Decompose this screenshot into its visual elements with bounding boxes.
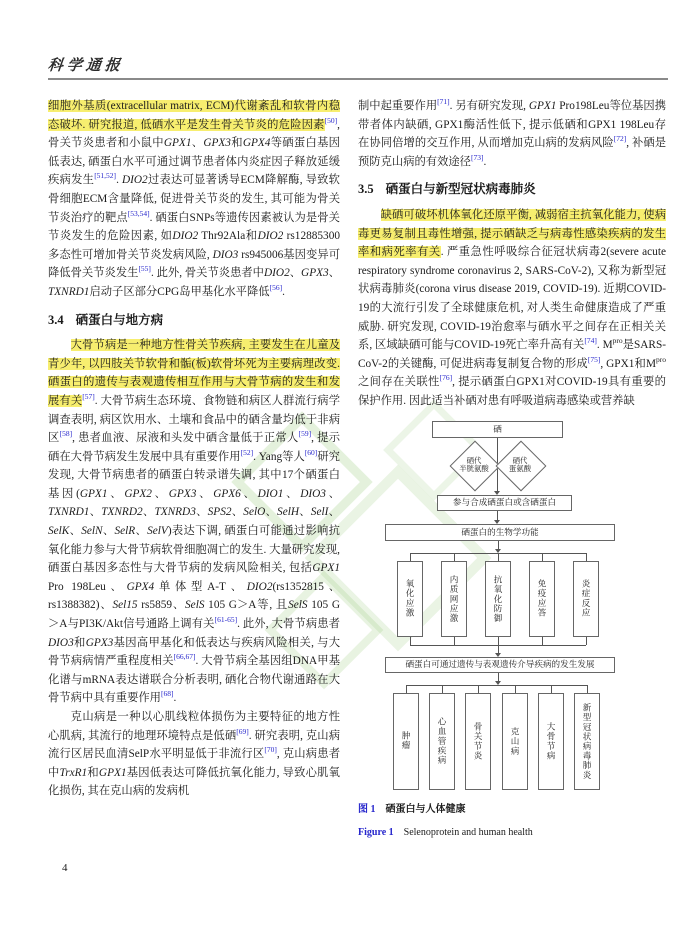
text-segment: SelI <box>310 506 329 519</box>
flow-connector <box>498 541 499 549</box>
text-segment: . <box>282 285 285 298</box>
text-segment: . <box>483 155 487 168</box>
text-segment: , 提示硒蛋白GPX1对COVID-19具有重要的保护作用. 因此适当补硒对患有呼吸道病毒感染或营养缺 <box>358 376 666 407</box>
text-segment: 、 <box>196 487 214 500</box>
journal-logo: 科学通报 <box>47 58 125 74</box>
node-biological-function: 硒蛋白的生物学功能 <box>385 524 615 541</box>
node-function: 内质网应激 <box>441 561 467 637</box>
flow-connector <box>406 685 587 686</box>
node-disease: 克山病 <box>502 693 528 790</box>
reference-marker: [53,54] <box>127 208 150 218</box>
text-segment: GPX4 <box>126 580 155 593</box>
figure-caption-cn <box>358 803 666 817</box>
text-segment: SelH <box>277 506 300 519</box>
flow-connector <box>498 553 499 561</box>
node-function: 氧化应激 <box>397 561 423 637</box>
left-column <box>48 97 340 801</box>
text-segment: 和 <box>73 636 86 649</box>
text-segment: 、 <box>283 487 301 500</box>
text-segment: , 克山病患者中 <box>48 748 340 779</box>
node-disease: 骨关节炎 <box>465 693 491 790</box>
text-segment: . 硒蛋白SNPs等遗传因素被认为是骨关节炎发生的危险因素, 如 <box>48 211 340 243</box>
node-selenocysteine-label: 硒代 半胱氨酸 <box>459 455 489 474</box>
text-segment: 、 <box>299 506 311 519</box>
text-segment: (rs1352815、rs1388382)、 <box>48 580 340 612</box>
text-segment: GPX1 <box>98 766 127 779</box>
text-segment: 基因高甲基化和低表达与疾病风险相关, 与大骨节病病情严重程度相关 <box>48 636 340 668</box>
paragraph <box>358 97 666 171</box>
text-segment: SelV <box>147 525 168 538</box>
text-segment: SelR <box>114 525 136 538</box>
text-segment: . <box>116 174 122 187</box>
text-segment: . 研究表明, 克山病流行区居民血清SelP水平明显低于非流行区 <box>48 729 340 761</box>
text-segment: Pro198Leu等位基因携带者体内缺硒, GPX1酶活性低下, 提示低硒和GPX1 198Leu存在协同倍增的交互作用, 从而增加克山病的发病风险 <box>358 100 666 150</box>
node-disease: 肿瘤 <box>393 693 419 790</box>
text-segment: . <box>173 692 177 705</box>
text-segment: DIO2 <box>121 174 148 187</box>
text-segment: 、 <box>142 506 155 519</box>
text-segment: 105 G＞A与PI3K/Akt信号通路上调有关 <box>48 599 340 631</box>
text-segment: GPX4 <box>242 137 271 150</box>
flow-connector <box>586 553 587 561</box>
text-segment: 和 <box>230 137 243 150</box>
text-segment: 单体型A-T、 <box>154 580 247 593</box>
text-segment: GPX1 <box>79 487 108 500</box>
reference-marker: [71] <box>437 97 450 107</box>
section-number: 3.4 <box>48 312 64 327</box>
reference-marker: [75] <box>587 354 601 364</box>
text-segment: 细胞外基质(extracellular matrix, ECM)代谢紊乱和软骨内稳态破坏. 研究报道, 低硒水平是发生骨关节炎的危险因素 <box>48 100 340 131</box>
node-disease: 新型冠状病毒肺炎 <box>574 693 600 790</box>
figure-caption <box>358 803 666 840</box>
section-number: 3.5 <box>358 182 374 197</box>
figure-caption-en-label: Figure 1 <box>358 826 394 838</box>
text-segment: )表达下调, 硒蛋白可能通过影响抗氧化能力参与大骨节病软骨细胞凋亡的发生. 大量研究发现, 硒蛋白基因多态性与大骨节病的发病风险相关, 包括 <box>48 525 340 575</box>
text-segment: , 患者血液、尿液和头发中硒含量低于正常人 <box>72 432 299 445</box>
text-segment: . 严重急性呼吸综合征冠状病毒2(severe acute respiratory syndrome coronavirus 2, SARS-CoV-2), 又称为新型冠状病毒肺炎(corona virus disease 2019, COVID-19). 近期COVID-19的大流行引发了全球健康危机, 对人类生命健康造成了严重威胁. 研究发现, COVID-19治愈率与硒水平之间存在正相关关系, 区域缺硒可能与COVID-19死亡率升高有关 <box>358 246 666 352</box>
text-segment: , GPX1和M <box>600 357 656 370</box>
reference-marker: [55] <box>138 264 151 274</box>
reference-marker: [76] <box>439 373 453 383</box>
reference-marker: [57] <box>82 392 95 402</box>
text-segment: pro <box>612 336 623 346</box>
text-segment: Thr92Ala和 <box>198 230 258 243</box>
text-segment: GPX1 <box>528 100 557 112</box>
text-segment: 、 <box>191 137 204 150</box>
text-segment: . 大骨节病生态环境、食物链和病区人群流行病学调查表明, 病区饮用水、土壤和食品中的硒含量均低于非病区 <box>48 394 340 445</box>
text-segment: SelN <box>81 525 103 538</box>
text-segment: DIO3 <box>300 487 326 500</box>
section-title: 硒蛋白与地方病 <box>75 312 164 327</box>
text-segment: 和 <box>87 766 99 779</box>
text-segment: DIO3 <box>48 636 74 649</box>
node-selenium: 硒 <box>432 421 563 438</box>
text-segment: 、 <box>135 525 148 538</box>
text-segment: 基因低表达可降低抗氧化能力, 导致心肌氧化损伤, 其在克山病的发病机 <box>48 766 340 798</box>
text-segment: GPX6 <box>213 487 241 500</box>
flow-connector <box>515 685 516 693</box>
reference-marker: [50] <box>324 115 338 125</box>
text-segment: GPX3 <box>168 487 197 500</box>
header-rule <box>48 78 668 80</box>
flow-connector <box>442 685 443 693</box>
text-segment: 、 <box>328 267 340 280</box>
text-segment: SelO <box>243 506 266 519</box>
text-segment: rs945006基因变异可降低骨关节炎发生 <box>48 248 340 280</box>
flow-connector <box>410 637 411 645</box>
text-segment: GPX3 <box>85 636 114 649</box>
text-segment: 、 <box>289 267 302 280</box>
text-segment: 之间存在关联性 <box>358 376 440 389</box>
section-title: 硒蛋白与新型冠状病毒肺炎 <box>385 182 536 197</box>
reference-marker: [72] <box>613 134 627 144</box>
right-column <box>358 97 666 840</box>
text-segment: 制中起重要作用 <box>358 100 438 112</box>
flow-connector <box>587 685 588 693</box>
text-segment: 、 <box>231 506 244 519</box>
paragraph <box>48 708 340 801</box>
text-segment: 、 <box>89 506 102 519</box>
text-segment: 克山病是一种以心肌线粒体损伤为主要特征的地方性心肌病, 其流行的地理环境特点是低硒 <box>48 711 340 742</box>
figure-caption-en-text: Selenoprotein and human health <box>403 826 533 838</box>
text-segment: DIO2 <box>172 230 199 243</box>
node-selenomethionine-label: 硒代 蛋氨酸 <box>508 455 532 474</box>
reference-marker: [61-65] <box>214 615 238 625</box>
node-synthesis: 参与合成硒蛋白或含硒蛋白 <box>437 495 572 511</box>
text-segment: Sel15 <box>112 599 138 612</box>
text-segment: 、 <box>102 525 115 538</box>
right-column-text <box>358 97 666 411</box>
flow-connector <box>410 553 411 561</box>
text-segment: 、 <box>151 487 169 500</box>
reference-marker: [74] <box>584 336 597 346</box>
text-segment: 、 <box>325 487 340 500</box>
text-segment: 、 <box>195 506 208 519</box>
page-number: 4 <box>62 862 68 874</box>
text-segment: SPS2 <box>207 506 232 519</box>
arrowhead-icon <box>494 491 500 495</box>
flow-connector <box>586 637 587 645</box>
text-segment: DIO2 <box>264 267 290 280</box>
node-disease: 大骨节病 <box>538 693 564 790</box>
flow-connector <box>498 645 499 653</box>
text-segment: DIO3 <box>212 248 239 261</box>
node-disease: 心血管疾病 <box>429 693 455 790</box>
text-segment: 、 <box>328 506 340 519</box>
reference-marker: [59] <box>298 429 312 439</box>
text-segment: . M <box>596 339 613 352</box>
text-segment: , 骨关节炎患者和小鼠中 <box>48 118 340 150</box>
text-segment: 大骨节病是一种地方性骨关节疾病, 主要发生在儿童及青少年, 以四肢关节软骨和骺(板)软骨坏死为主要病理改变. 硒蛋白的遗传与表观遗传相互作用与大骨节病的发生和发展有关 <box>48 339 340 407</box>
text-segment: 、 <box>240 487 258 500</box>
flow-connector <box>478 685 479 693</box>
paragraph <box>358 206 666 411</box>
node-function: 抗氧化防御 <box>485 561 511 637</box>
text-segment: DIO2 <box>246 580 273 593</box>
text-segment: GPX3 <box>301 267 329 280</box>
text-segment: rs5859、 <box>137 599 186 612</box>
text-segment: TXNRD3 <box>154 506 196 519</box>
figure-caption-cn-text: 硒蛋白与人体健康 <box>385 803 466 815</box>
paragraph <box>48 97 340 302</box>
text-segment: 、 <box>69 525 82 538</box>
text-segment: 启动子区部分CPG岛甲基化水平降低 <box>89 285 270 298</box>
flow-connector <box>454 553 455 561</box>
text-segment: rs12885300多态性可增加骨关节炎发病风险, <box>48 230 340 261</box>
text-segment: 过表达可显著诱导ECM降解酶, 导致软骨细胞ECM含量降低, 促进骨关节炎的发生, 其可能为骨关节炎治疗的靶点 <box>48 174 340 224</box>
text-segment: , 提示硒在大骨节病发生发展中具有重要作用 <box>48 432 340 463</box>
flow-connector <box>497 511 498 520</box>
node-function: 炎症反应 <box>573 561 599 637</box>
arrowhead-icon <box>495 653 501 657</box>
text-segment: . 此外, 大骨节病患者 <box>237 618 340 631</box>
text-segment: TXNRD2 <box>101 506 143 519</box>
text-segment: SelK <box>48 525 70 538</box>
text-segment: 、 <box>107 487 125 500</box>
text-segment: GPX1 <box>312 562 340 575</box>
flow-connector <box>406 685 407 693</box>
reference-marker: [51,52] <box>94 171 117 181</box>
text-segment: 缺硒可破坏机体氧化还原平衡, 减弱宿主抗氧化能力, 使病毒更易复制且毒性增强, 提示硒缺乏与病毒性感染疾病的发生率和病死率有关 <box>358 208 666 259</box>
flow-connector <box>498 637 499 645</box>
text-segment: . 大骨节病全基因组DNA甲基化谱与mRNA表达谱联合分析表明, 硒化合物代谢通路在大骨节病中具有重要作用 <box>48 655 340 705</box>
flow-connector <box>551 685 552 693</box>
reference-marker: [66,67] <box>173 652 196 662</box>
text-segment: GPX2 <box>124 487 152 500</box>
flow-connector <box>454 637 455 645</box>
figure-1 <box>358 419 666 840</box>
text-segment: SelS <box>185 599 205 612</box>
text-segment: pro <box>655 354 666 364</box>
reference-marker: [52] <box>240 447 254 457</box>
text-segment: . 此外, 骨关节炎患者中 <box>150 267 264 280</box>
text-segment: , 补硒是预防克山病的有效途径 <box>358 137 666 168</box>
reference-marker: [70] <box>264 745 277 755</box>
text-segment: GPX3 <box>203 137 231 150</box>
text-segment: . 另有研究发现, <box>449 100 529 112</box>
reference-marker: [73] <box>470 153 484 163</box>
reference-marker: [56] <box>269 283 283 293</box>
text-segment: 、 <box>265 506 278 519</box>
arrowhead-icon <box>494 520 500 524</box>
reference-marker: [69] <box>236 726 249 736</box>
flow-connector <box>498 673 499 681</box>
text-segment: Pro 198Leu、 <box>48 580 127 593</box>
flow-connector <box>542 637 543 645</box>
text-segment: 是SARS-CoV-2的关键酶, 可促进病毒复制复合物的形成 <box>358 339 666 370</box>
selenoprotein-flowchart <box>358 419 666 794</box>
section-heading <box>48 311 340 330</box>
reference-marker: [58] <box>59 429 73 439</box>
text-segment: TrxR1 <box>59 766 88 779</box>
paragraph <box>48 336 340 708</box>
text-segment: 105 G＞A等, 且 <box>204 599 289 612</box>
reference-marker: [68] <box>160 689 174 699</box>
reference-marker: [60] <box>304 447 318 457</box>
text-segment: GPX1 <box>163 137 192 150</box>
text-segment: 研究发现, 大骨节病患者的硒蛋白转录谱失调, 其中17个硒蛋白基因( <box>48 450 340 500</box>
figure-caption-cn-label: 图 1 <box>358 803 376 815</box>
text-segment: TXNRD1 <box>48 506 90 519</box>
text-segment: TXNRD1 <box>48 285 90 298</box>
section-heading <box>358 180 666 199</box>
figure-caption-en <box>358 826 666 840</box>
flow-connector <box>542 553 543 561</box>
text-segment: SelS <box>288 599 308 612</box>
text-segment: DIO2 <box>257 230 284 243</box>
text-segment: . Yang等人 <box>253 450 305 463</box>
text-segment: 等硒蛋白基因低表达, 硒蛋白水平可通过调节患者体内炎症因子释放延缓疾病发生 <box>48 137 340 187</box>
node-function: 免疫应答 <box>529 561 555 637</box>
node-mediation: 硒蛋白可通过遗传与表观遗传介导疾病的发生发展 <box>385 657 615 673</box>
text-segment: DIO1 <box>257 487 284 500</box>
